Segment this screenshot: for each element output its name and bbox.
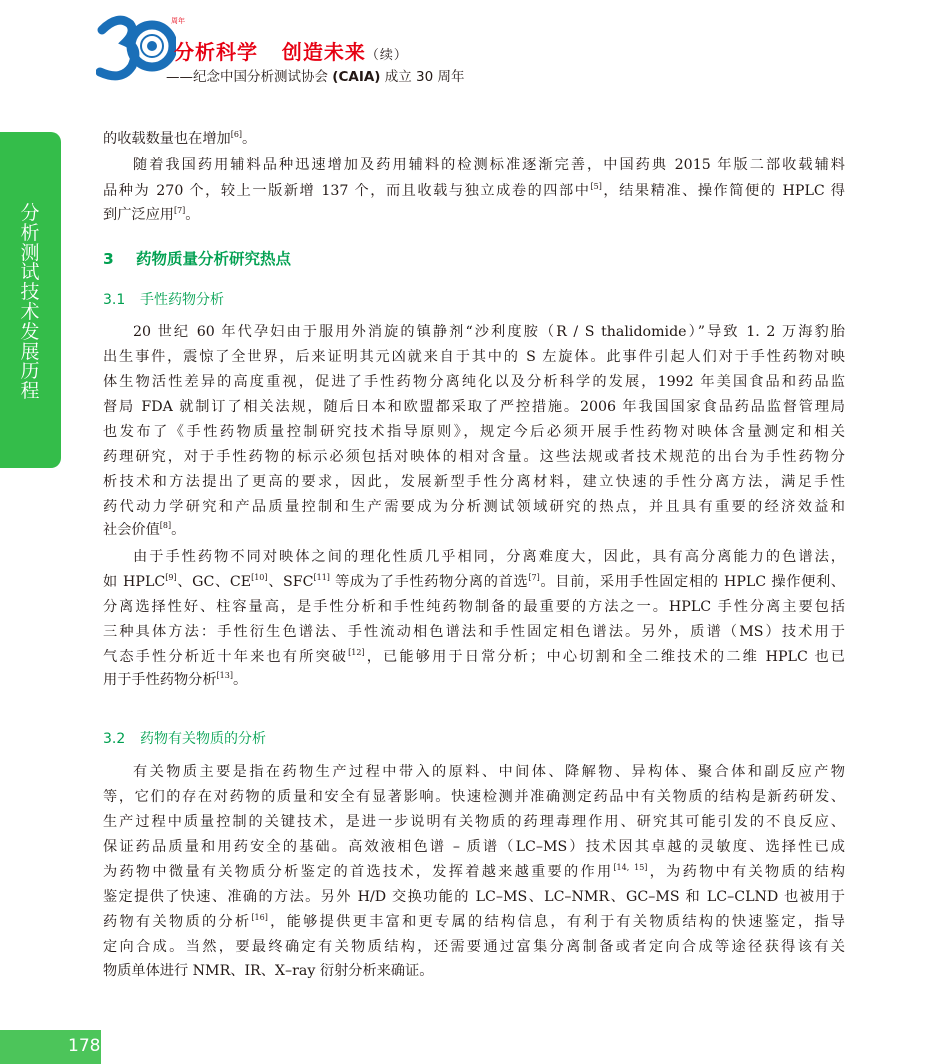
text-span: 用于手性药物分析 (103, 672, 217, 688)
text-span: 的收载数量也在增加 (103, 131, 231, 147)
text-line (103, 181, 845, 201)
text-line: 督局 FDA 就制订了相关法规，随后日本和欧盟都采取了严控措施。2006 年我国国家食品药品监督管理局 (103, 399, 845, 415)
citation-ref: [11] (313, 573, 330, 582)
text-line: 分离选择性好、柱容量高，是手性分析和手性纯药物制备的最重要的方法之一。HPLC 手性分离主要包括 (103, 599, 845, 615)
text-line (103, 912, 845, 932)
citation-ref: [10] (251, 573, 268, 582)
subsection-heading (103, 289, 224, 309)
section-number: 3 (103, 250, 114, 268)
citation-ref: [5] (590, 182, 602, 191)
section-title: 药物质量分析研究热点 (136, 250, 292, 268)
text-span: 等成为了手性药物分离的首选 (329, 574, 529, 590)
text-line: 随着我国药用辅料品种迅速增加及药用辅料的检测标准逐渐完善，中国药典 2015 年版二部收载辅料 (133, 157, 845, 173)
text-span: 。 (171, 522, 186, 538)
text-span: 。 (242, 131, 257, 147)
citation-ref: [9] (165, 573, 177, 582)
text-line (103, 129, 256, 149)
citation-ref: [14, 15] (613, 863, 648, 872)
subtitle-suffix: 成立 30 周年 (380, 69, 465, 85)
text-line: 定向合成。当然，要最终确定有关物质结构，还需要通过富集分离制备或者定向合成等途径获得该有关 (103, 939, 845, 955)
subsection-title: 药物有关物质的分析 (140, 731, 266, 747)
text-span: ，结果精准、操作简便的 HPLC 得 (601, 183, 845, 199)
caia-30-anniversary-logo (96, 10, 176, 85)
chapter-sidebar-label: 分析测试技术发展历程 (20, 202, 40, 403)
slogan-continued: （续） (365, 48, 408, 63)
subsection-number: 3.2 (103, 731, 126, 747)
text-line: 药代动力学研究和产品质量控制和生产需要成为分析测试领域研究的热点，并且具有重要的经济效益和 (103, 499, 845, 515)
page-number: 178 (68, 1036, 101, 1056)
text-line: 生产过程中质量控制的关键技术，是进一步说明有关物质的药理毒理作用、研究其可能引发的不良反应、 (103, 814, 845, 830)
header-subtitle (166, 65, 465, 85)
subtitle-org: (CAIA) (332, 69, 381, 85)
citation-ref: [7] (528, 573, 540, 582)
text-line: 保证药品质量和用药安全的基础。高效液相色谱 – 质谱（LC–MS）技术因其卓越的灵敏度、选择性已成 (103, 839, 845, 855)
section-heading (103, 247, 291, 269)
text-span: ，能够提供更丰富和更专属的结构信息，有利于有关物质结构的快速鉴定，指导 (267, 914, 845, 930)
subtitle-prefix: ——纪念中国分析测试协会 (166, 69, 333, 85)
text-line: 也发布了《手性药物质量控制研究技术指导原则》，规定今后必须开展手性药物对映体含量测定和相关 (103, 424, 845, 440)
text-span: 、GC、CE (176, 574, 252, 590)
text-span: 到广泛应用 (103, 207, 174, 223)
citation-ref: [6] (230, 130, 243, 139)
text-line (103, 520, 185, 540)
text-span: 气态手性分析近十年来也有所突破 (103, 649, 349, 665)
slogan-part-b: 创造未来 (281, 40, 366, 64)
text-span: 、SFC (267, 574, 314, 590)
text-line: 20 世纪 60 年代孕妇由于服用外消旋的镇静剂“沙利度胺（R / S thalidomide）”导致 1. 2 万海豹胎 (133, 324, 845, 340)
text-line: 药理研究，对于手性药物的标示必须包括对映体的相对含量。这些法规或者技术规范的出台为手性药物分 (103, 449, 845, 465)
text-span: 品种为 270 个，较上一版新增 137 个，而且收载与独立成卷的四部中 (103, 183, 591, 199)
text-line: 体生物活性差异的高度重视，促进了手性药物分离纯化以及分析科学的发展，1992 年美国食品和药品监 (103, 374, 845, 390)
subsection-number: 3.1 (103, 292, 126, 308)
text-span: 。 (232, 672, 248, 688)
text-line: 析技术和方法提出了更高的要求，因此，发展新型手性分离材料，建立快速的手性分离方法，满足手性 (103, 474, 845, 490)
text-span: 。目前，采用手性固定相的 HPLC 操作便利、 (539, 574, 845, 590)
text-span: 为药物中微量有关物质分析鉴定的首选技术，发挥着越来越重要的作用 (103, 864, 614, 880)
citation-ref: [12] (348, 648, 365, 657)
text-line (103, 862, 845, 882)
text-line: 有关物质主要是指在药物生产过程中带入的原料、中间体、降解物、异构体、聚合体和副反应产物 (133, 764, 845, 780)
text-span: ，已能够用于日常分析；中心切割和全二维技术的二维 HPLC 也已 (364, 649, 845, 665)
text-span: 如 HPLC (103, 574, 166, 590)
text-span: 社会价值 (103, 522, 160, 538)
slogan-part-a: 分析科学 (174, 40, 258, 64)
text-span: 。 (185, 207, 200, 223)
citation-ref: [13] (216, 671, 233, 680)
text-line: 鉴定提供了快速、准确的方法。另外 H/D 交换功能的 LC–MS、LC–NMR、GC–MS 和 LC–CLND 也被用于 (103, 889, 845, 905)
subsection-heading (103, 728, 266, 748)
text-span: 药物有关物质的分析 (103, 914, 252, 930)
text-line: 出生事件，震惊了全世界，后来证明其元凶就来自于其中的 S 左旋体。此事件引起人们对于手性药物对映 (103, 349, 845, 365)
text-line: 物质单体进行 NMR、IR、X–ray 衍射分析来确证。 (103, 963, 434, 979)
text-span: ，为药物中有关物质的结构 (647, 864, 845, 880)
page-header (96, 10, 556, 90)
text-line: 由于手性药物不同对映体之间的理化性质几乎相同，分离难度大，因此，具有高分离能力的色谱法， (133, 549, 845, 565)
text-line (103, 670, 247, 690)
text-line (103, 205, 200, 225)
subsection-title: 手性药物分析 (140, 292, 224, 308)
citation-ref: [7] (173, 206, 186, 215)
text-line (103, 572, 845, 592)
header-slogan (174, 36, 408, 65)
text-line (103, 647, 845, 667)
text-line: 三种具体方法：手性衍生色谱法、手性流动相色谱法和手性固定相色谱法。另外，质谱（MS）技术用于 (103, 624, 845, 640)
anniversary-mark: 周年 (171, 17, 185, 25)
citation-ref: [16] (251, 913, 268, 922)
text-line: 等，它们的存在对药物的质量和安全有显著影响。快速检测并准确测定药品中有关物质的结构是新药研发、 (103, 789, 845, 805)
citation-ref: [8] (159, 521, 172, 530)
